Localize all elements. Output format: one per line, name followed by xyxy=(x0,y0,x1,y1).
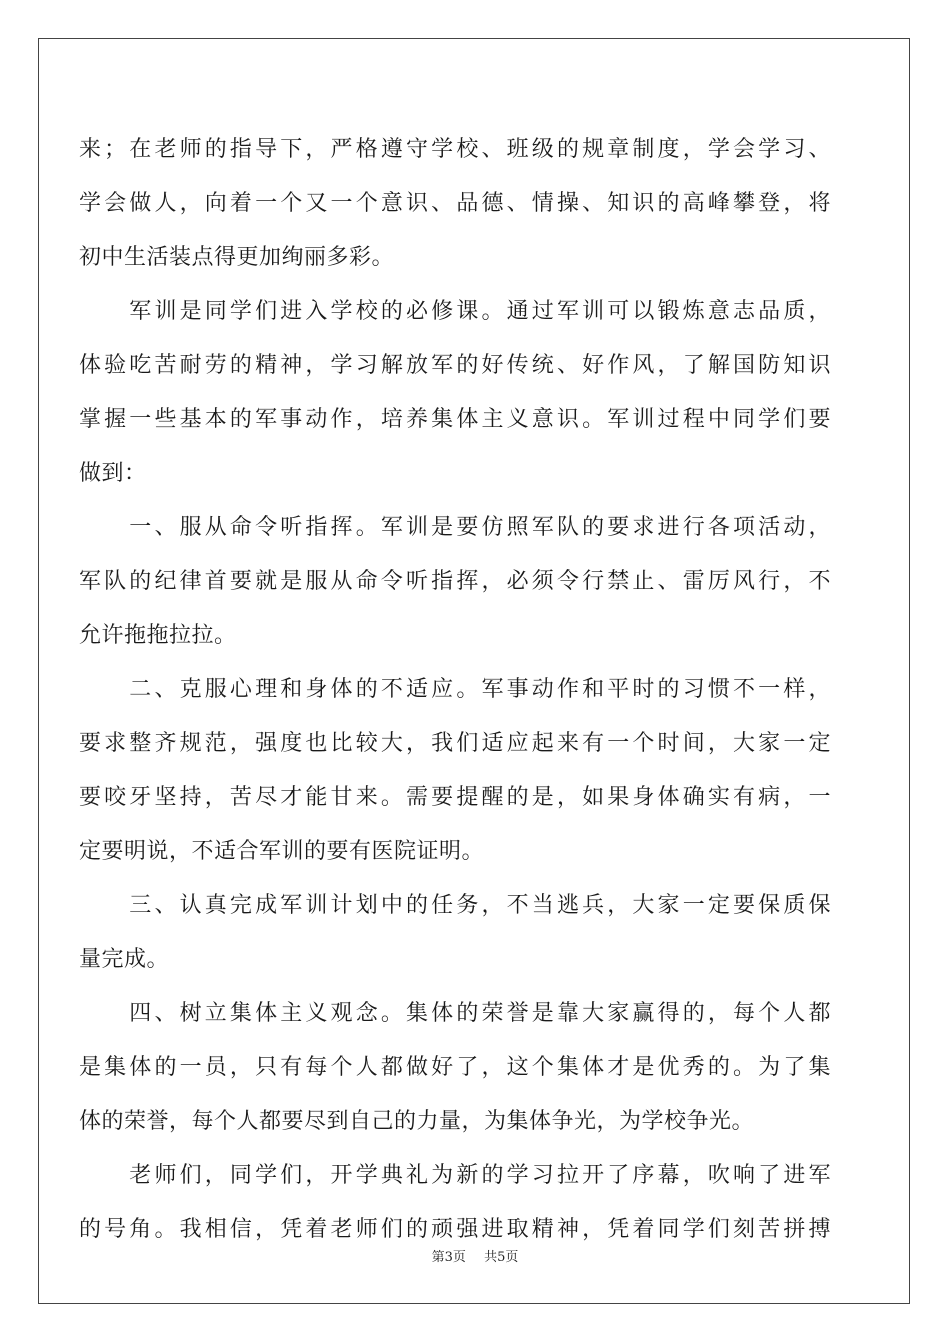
text-line: 体的荣誉，每个人都要尽到自己的力量，为集体争光，为学校争光。 xyxy=(79,1109,755,1134)
text-line: 三、认真完成军训计划中的任务，不当逃兵，大家一定要保质保 xyxy=(79,893,831,918)
text-line: 掌握一些基本的军事动作，培养集体主义意识。军训过程中同学们要 xyxy=(79,407,831,432)
text-line: 二、克服心理和身体的不适应。军事动作和平时的习惯不一样， xyxy=(79,677,831,702)
page-footer xyxy=(0,1246,950,1265)
paragraph xyxy=(79,884,831,992)
paragraph xyxy=(79,992,831,1154)
current-page-number: 第3页 xyxy=(431,1250,466,1265)
text-line: 的号角。我相信，凭着老师们的顽强进取精神，凭着同学们刻苦拼搏 xyxy=(79,1217,831,1242)
total-pages: 共5页 xyxy=(484,1250,519,1265)
text-line: 量完成。 xyxy=(79,947,170,972)
text-line: 军训是同学们进入学校的必修课。通过军训可以锻炼意志品质， xyxy=(79,299,831,324)
paragraph xyxy=(79,668,831,884)
text-line: 来；在老师的指导下，严格遵守学校、班级的规章制度，学会学习、 xyxy=(79,137,831,162)
text-line: 要求整齐规范，强度也比较大，我们适应起来有一个时间，大家一定 xyxy=(79,731,831,756)
paragraph xyxy=(79,290,831,506)
text-line: 定要明说，不适合军训的要有医院证明。 xyxy=(79,839,485,864)
text-line: 要咬牙坚持，苦尽才能甘来。需要提醒的是，如果身体确实有病，一 xyxy=(79,785,831,810)
text-line: 是集体的一员，只有每个人都做好了，这个集体才是优秀的。为了集 xyxy=(79,1055,831,1080)
text-line: 老师们，同学们，开学典礼为新的学习拉开了序幕，吹响了进军 xyxy=(79,1163,831,1188)
text-line: 允许拖拖拉拉。 xyxy=(79,623,237,648)
text-line: 四、树立集体主义观念。集体的荣誉是靠大家赢得的，每个人都 xyxy=(79,1001,831,1026)
text-line: 做到： xyxy=(79,461,147,486)
paragraph xyxy=(79,128,831,290)
document-body xyxy=(79,128,831,1262)
text-line: 一、服从命令听指挥。军训是要仿照军队的要求进行各项活动， xyxy=(79,515,831,540)
text-line: 体验吃苦耐劳的精神，学习解放军的好传统、好作风，了解国防知识 xyxy=(79,353,831,378)
text-line: 军队的纪律首要就是服从命令听指挥，必须令行禁止、雷厉风行，不 xyxy=(79,569,831,594)
paragraph xyxy=(79,506,831,668)
text-line: 初中生活装点得更加绚丽多彩。 xyxy=(79,245,395,270)
text-line: 学会做人，向着一个又一个意识、品德、情操、知识的高峰攀登，将 xyxy=(79,191,831,216)
